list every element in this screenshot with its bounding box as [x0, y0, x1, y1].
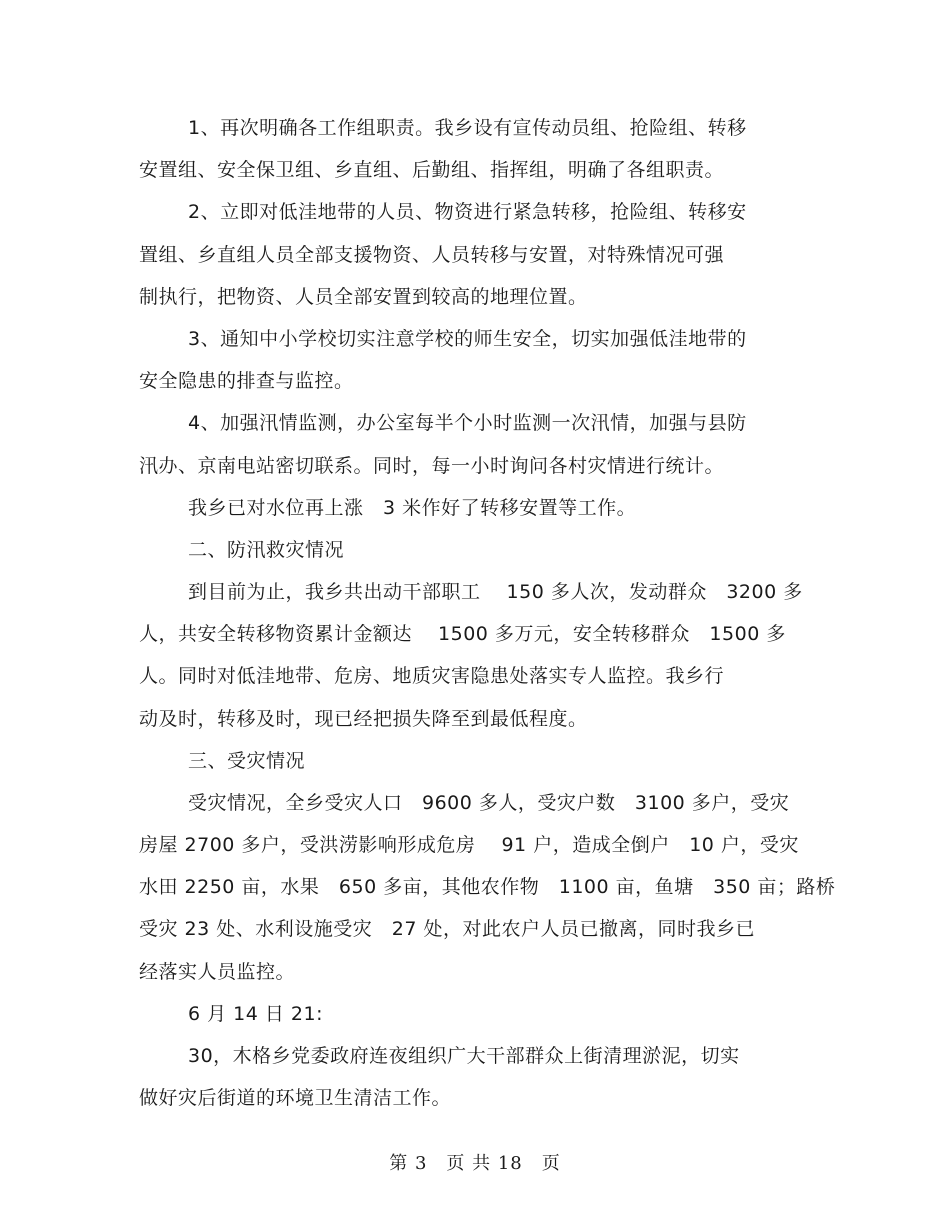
section-heading-2: 二、防汛救灾情况 [188, 539, 345, 561]
paragraph-2-line-2: 置组、乡直组人员全部支援物资、人员转移与安置，对特殊情况可强 [139, 244, 725, 266]
paragraph-1-line-1: 1、再次明确各工作组职责。我乡设有宣传动员组、抢险组、转移 [188, 117, 747, 139]
paragraph-6-line-2: 人，共安全转移物资累计金额达 1500 多万元，安全转移群众 1500 多 [139, 623, 786, 645]
paragraph-1-line-2: 安置组、安全保卫组、乡直组、后勤组、指挥组，明确了各组职责。 [139, 159, 725, 181]
date-line: 6 月 14 日 21: [188, 1003, 324, 1025]
paragraph-2-line-3: 制执行，把物资、人员全部安置到较高的地理位置。 [139, 286, 588, 308]
paragraph-8-line-2: 做好灾后街道的环境卫生清洁工作。 [139, 1087, 452, 1109]
paragraph-6-line-4: 动及时，转移及时，现已经把损失降至到最低程度。 [139, 708, 588, 730]
paragraph-7-line-4: 受灾 23 处、水利设施受灾 27 处，对此农户人员已撤离，同时我乡已 [139, 918, 755, 940]
paragraph-7-line-5: 经落实人员监控。 [139, 961, 296, 983]
paragraph-7-line-3: 水田 2250 亩，水果 650 多亩，其他农作物 1100 亩，鱼塘 350 亩；路桥 [139, 876, 836, 898]
section-heading-3: 三、受灾情况 [188, 750, 306, 772]
paragraph-3-line-2: 安全隐患的排查与监控。 [139, 370, 354, 392]
page-number-footer: 第 3 页 共 18 页 [389, 1153, 561, 1174]
paragraph-5: 我乡已对水位再上涨 3 米作好了转移安置等工作。 [188, 497, 637, 519]
paragraph-2-line-1: 2、立即对低洼地带的人员、物资进行紧急转移，抢险组、转移安 [188, 201, 747, 223]
paragraph-3-line-1: 3、通知中小学校切实注意学校的师生安全，切实加强低洼地带的 [188, 328, 747, 350]
paragraph-7-line-1: 受灾情况，全乡受灾人口 9600 多人，受灾户数 3100 多户，受灾 [188, 792, 790, 814]
paragraph-6-line-3: 人。同时对低洼地带、危房、地质灾害隐患处落实专人监控。我乡行 [139, 665, 725, 687]
paragraph-8-line-1: 30，木格乡党委政府连夜组织广大干部群众上街清理淤泥，切实 [188, 1045, 740, 1067]
paragraph-4-line-1: 4、加强汛情监测，办公室每半个小时监测一次汛情，加强与县防 [188, 412, 747, 434]
paragraph-4-line-2: 汛办、京南电站密切联系。同时，每一小时询问各村灾情进行统计。 [139, 455, 725, 477]
paragraph-7-line-2: 房屋 2700 多户，受洪涝影响形成危房 91 户，造成全倒户 10 户，受灾 [139, 834, 799, 856]
paragraph-6-line-1: 到目前为止，我乡共出动干部职工 150 多人次，发动群众 3200 多 [188, 581, 803, 603]
